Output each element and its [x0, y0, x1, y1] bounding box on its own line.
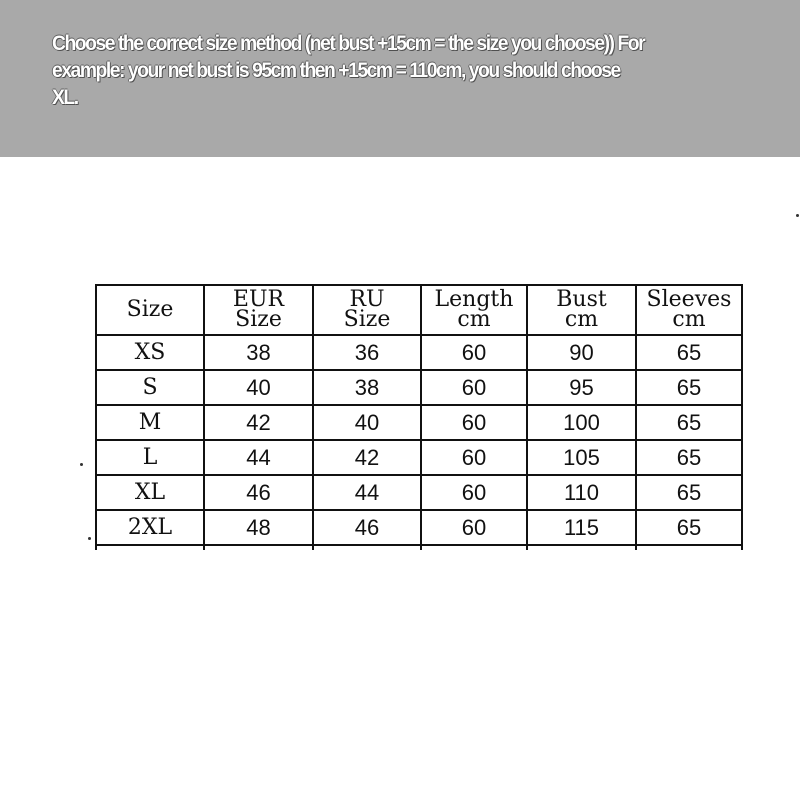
cell-size: XS — [96, 335, 204, 370]
cell-empty — [421, 545, 527, 550]
instruction-line-3: XL. — [52, 86, 78, 109]
cell-empty — [636, 545, 742, 550]
instruction-line-2: example: your net bust is 95cm then +15cm = 110cm, you should choose — [52, 59, 620, 82]
header-ru-size: RU Size — [313, 285, 421, 335]
table-row — [96, 440, 742, 475]
cell-ru: 44 — [313, 475, 421, 510]
header-sleeves: Sleeves cm — [636, 285, 742, 335]
cell-eur: 40 — [204, 370, 313, 405]
cell-eur: 42 — [204, 405, 313, 440]
cell-size: M — [96, 405, 204, 440]
cell-sleeves: 65 — [636, 475, 742, 510]
header-length: Length cm — [421, 285, 527, 335]
cell-ru: 36 — [313, 335, 421, 370]
cell-sleeves: 65 — [636, 370, 742, 405]
cell-eur: 46 — [204, 475, 313, 510]
cell-eur: 38 — [204, 335, 313, 370]
header-eur-size: EUR Size — [204, 285, 313, 335]
header-size: Size — [96, 285, 204, 335]
cell-length: 60 — [421, 440, 527, 475]
table-row-cut — [96, 545, 742, 550]
cell-ru: 42 — [313, 440, 421, 475]
cell-empty — [204, 545, 313, 550]
table-row — [96, 510, 742, 545]
whiteout-patch — [44, 552, 760, 596]
speck — [88, 537, 91, 540]
cell-length: 60 — [421, 335, 527, 370]
size-chart — [95, 284, 743, 550]
cell-size: 2XL — [96, 510, 204, 545]
cell-eur: 48 — [204, 510, 313, 545]
table-row — [96, 370, 742, 405]
cell-sleeves: 65 — [636, 335, 742, 370]
cell-empty — [527, 545, 636, 550]
cell-sleeves: 65 — [636, 510, 742, 545]
cell-bust: 100 — [527, 405, 636, 440]
table-row — [96, 475, 742, 510]
cell-ru: 38 — [313, 370, 421, 405]
table-row — [96, 405, 742, 440]
cell-sleeves: 65 — [636, 440, 742, 475]
cell-empty — [96, 545, 204, 550]
instruction-line-1: Choose the correct size method (net bust +15cm = the size you choose)) For — [52, 32, 645, 55]
instruction-banner — [0, 0, 800, 157]
size-table — [95, 284, 743, 550]
instruction-text — [52, 30, 687, 111]
cell-bust: 110 — [527, 475, 636, 510]
header-bust: Bust cm — [527, 285, 636, 335]
cell-size: L — [96, 440, 204, 475]
cell-bust: 95 — [527, 370, 636, 405]
table-header-row — [96, 285, 742, 335]
cell-ru: 40 — [313, 405, 421, 440]
cell-bust: 105 — [527, 440, 636, 475]
cell-bust: 115 — [527, 510, 636, 545]
table-row — [96, 335, 742, 370]
cell-ru: 46 — [313, 510, 421, 545]
cell-length: 60 — [421, 370, 527, 405]
cell-length: 60 — [421, 510, 527, 545]
cell-empty — [313, 545, 421, 550]
cell-size: S — [96, 370, 204, 405]
cell-eur: 44 — [204, 440, 313, 475]
cell-length: 60 — [421, 475, 527, 510]
cell-size: XL — [96, 475, 204, 510]
cell-bust: 90 — [527, 335, 636, 370]
cell-length: 60 — [421, 405, 527, 440]
cell-sleeves: 65 — [636, 405, 742, 440]
speck — [796, 214, 799, 217]
speck — [80, 463, 83, 466]
